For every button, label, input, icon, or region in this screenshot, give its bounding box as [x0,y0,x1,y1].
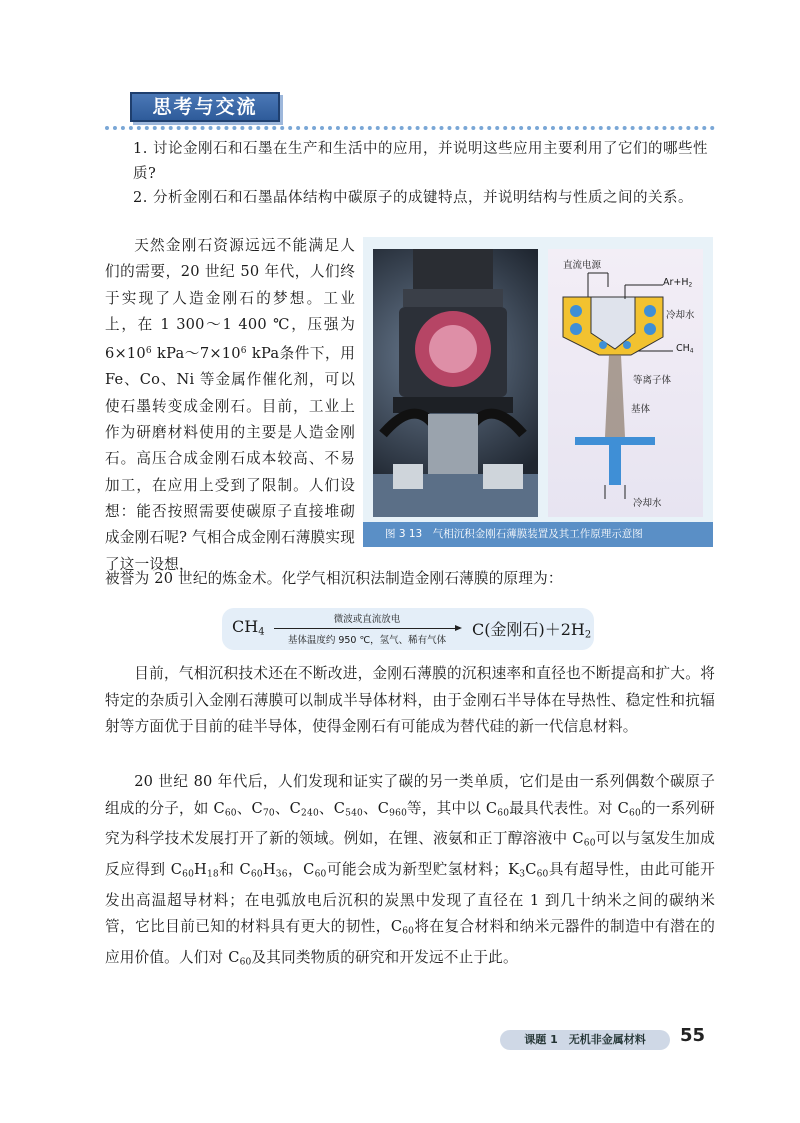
chemical-equation [222,608,594,650]
label-substrate: 基体 [631,404,651,415]
label-plasma: 等离子体 [633,375,672,386]
page-number: 55 [680,1025,706,1046]
figure-caption: 图 3 13 气相沉积金刚石薄膜装置及其工作原理示意图 [363,522,713,547]
equation-reactant: $CH_4$ [232,617,265,638]
equation-condition-top: 微波或直流放电 [333,614,401,625]
reaction-arrow [274,628,460,629]
chapter-footer: 课题 1 无机非金属材料 [500,1030,670,1050]
label-cooling-top: 冷却水 [666,310,695,321]
figure-3-13 [363,237,713,547]
question-1: 1. 讨论金刚石和石墨在生产和生活中的应用，并说明这些应用主要利用了它们的哪些性质? [133,141,708,182]
label-power: 直流电源 [563,260,602,271]
paragraph-1-continuation: 被誉为 20 世纪的炼金术。化学气相沉积法制造金刚石薄膜的原理为： [105,570,563,587]
label-ch4: $CH_4$ [676,343,694,355]
section-title: 思考与交流 [130,92,280,122]
paragraph-1: 天然金刚石资源远远不能满足人们的需要，20 世纪 50 年代，人们终于实现了人造金刚石的梦想。工业上，在 1 300～1 400 ℃，压强为 $6\times 10^6$ $kPa\sim 7\times 10^6$ kPa条件下，用 Fe、Co、Ni 等金属作催化剂，可以使石墨转变成金刚石。目前，工业上作为研磨材料使用的主要是人造金刚石。高压合成金刚石成本较高、不易加工，在应用上受到了限制。人们设想：能否按照需要使碳原子直接堆砌成金刚石呢? 气相合成金刚石薄膜实现了这一设想， [105,237,355,573]
label-cooling-bottom: 冷却水 [633,498,662,509]
question-2: 2. 分析金刚石和石墨晶体结构中碳原子的成键特点，并说明结构与性质之间的关系。 [133,190,693,206]
label-gas-in: $Ar+H_2$ [663,277,693,289]
paragraph-3: 目前，气相沉积技术还在不断改进，金刚石薄膜的沉积速率和直径也不断提高和扩大。将特定的杂质引入金刚石薄膜可以制成半导体材料，由于金刚石半导体在导热性、稳定性和抗辐射等方面优于目前的硅半导体，使得金刚石有可能成为替代硅的新一代信息材料。 [105,665,715,735]
equation-condition-bottom: 基体温度约 950 ℃，氢气、稀有气体 [287,635,447,646]
equation-products: C(金刚石)$+2H_2$ [472,620,592,641]
dotted-divider [105,126,715,130]
paragraph-4: 20 世纪 80 年代后，人们发现和证实了碳的另一类单质，它们是由一系列偶数个碳原子组成的分子，如 $C_{60}$、$C_{70}$、$C_{240}$、$C_{540}$、$C_{960}$等，其中以 $C_{60}$最具代表性。对 $C_{60}$的一系列研究为科学技术发展打开了新的领域。例如，在锂、液氨和正丁醇溶液中 $C_{60}$可以与氢发生加成反应得到 $C_{60}H_{18}$和 $C_{60}H_{36}$，$C_{60}$可能会成为新型贮氢材料；$K_3C_{60}$具有超导性，由此可能开发出高温超导材料；在电弧放电后沉积的炭黑中发现了直径在 1 到几十纳米之间的碳纳米管，它比目前已知的材料具有更大的韧性，$C_{60}$将在复合材料和纳米元器件的制造中有潜在的应用价值。人们对 $C_{60}$及其同类物质的研究和开发远不止于此。 [105,773,716,968]
